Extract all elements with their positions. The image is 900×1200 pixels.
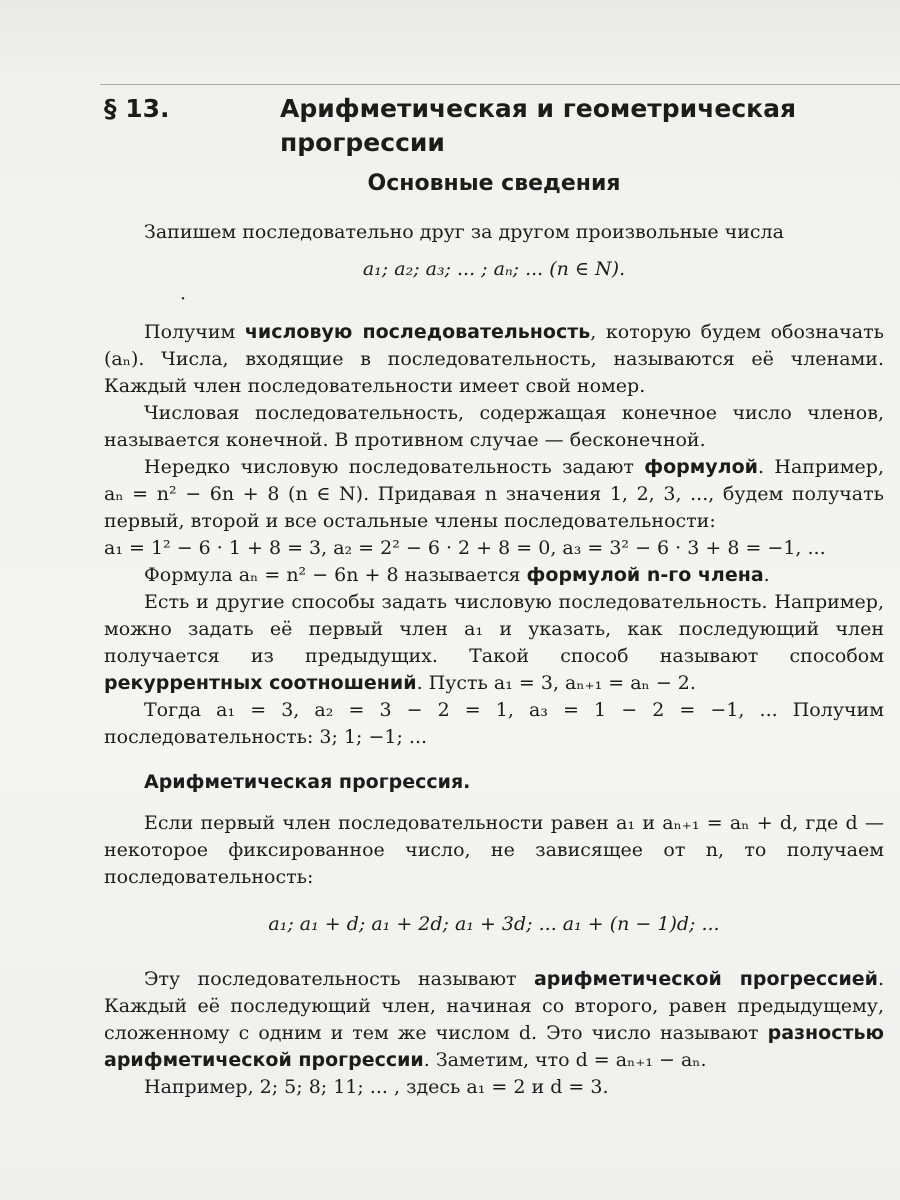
subheading: Основные сведения (367, 171, 621, 196)
paragraph-arithmetic: Если первый член последовательности равен a₁ и aₙ₊₁ = aₙ + d, где d — некоторое фиксированное число, не зависящее от n, то получаем последовательность: (104, 812, 884, 888)
paragraph-example: Например, 2; 5; 8; 11; ... , здесь a₁ = 2 и d = 3. (144, 1076, 609, 1098)
paragraph-formula: Нередко числовую последовательность задают формулой. Например, aₙ = n² − 6n + 8 (n ∈ N). Придавая n значения 1, 2, 3, ..., будем получать первый, второй и все остальные члены последовательности: (104, 456, 884, 532)
paragraph-definition: Получим числовую последовательность, которую будем обозначать (aₙ). Числа, входящие в последовательность, называются её членами. Каждый член последовательности имеет свой номер. (104, 321, 884, 397)
print-speck: · (180, 288, 187, 310)
bold-term: рекуррентных соотношений (104, 672, 417, 694)
paragraph-recurrence-example: Тогда a₁ = 3, a₂ = 3 − 2 = 1, a₃ = 1 − 2 = −1, ... Получим последовательность: 3; 1; −1; ... (104, 699, 884, 748)
arithmetic-formula: a₁; a₁ + d; a₁ + 2d; a₁ + 3d; ... a₁ + (n − 1)d; ... (268, 913, 720, 935)
section-title: Арифметическая и геометрическая прогрессии (280, 94, 797, 157)
bold-term: арифметической прогрессией (533, 968, 878, 990)
bold-term: формулой (644, 456, 758, 478)
page-content (104, 92, 884, 1101)
bold-term: разностью арифметической прогрессии (104, 1022, 884, 1071)
header-rule (100, 84, 900, 85)
section-number: § 13. (104, 94, 170, 123)
arithmetic-heading: Арифметическая прогрессия. (144, 771, 471, 793)
paragraph-recurrence: Есть и другие способы задать числовую последовательность. Например, можно задать её первый член a₁ и указать, как последующий член получается из предыдущих. Такой способ называют способом рекуррентных соотношений. Пусть a₁ = 3, aₙ₊₁ = aₙ − 2. (104, 591, 884, 694)
formula-terms-line: a₁ = 1² − 6 · 1 + 8 = 3, a₂ = 2² − 6 · 2 + 8 = 0, a₃ = 3² − 6 · 3 + 8 = −1, ... (104, 537, 826, 559)
paragraph-nth-term: Формула aₙ = n² − 6n + 8 называется формулой n-го члена. (144, 564, 770, 586)
sequence-formula: a₁; a₂; a₃; ... ; aₙ; ... (n ∈ N). (362, 258, 626, 280)
bold-term: формулой n-го члена (526, 564, 764, 586)
bold-term: числовую последовательность (244, 321, 591, 343)
intro-paragraph: Запишем последовательно друг за другом произвольные числа (144, 221, 784, 243)
section-heading (104, 92, 884, 160)
paragraph-finite: Числовая последовательность, содержащая конечное число членов, называется конечной. В противном случае — бесконечной. (104, 402, 884, 451)
paragraph-arithmetic-def: Эту последовательность называют арифметической прогрессией. Каждый её последующий член, начиная со второго, равен предыдущему, сложенному с одним и тем же числом d. Это число называют разностью арифметической прогрессии. Заметим, что d = aₙ₊₁ − aₙ. (104, 968, 885, 1071)
